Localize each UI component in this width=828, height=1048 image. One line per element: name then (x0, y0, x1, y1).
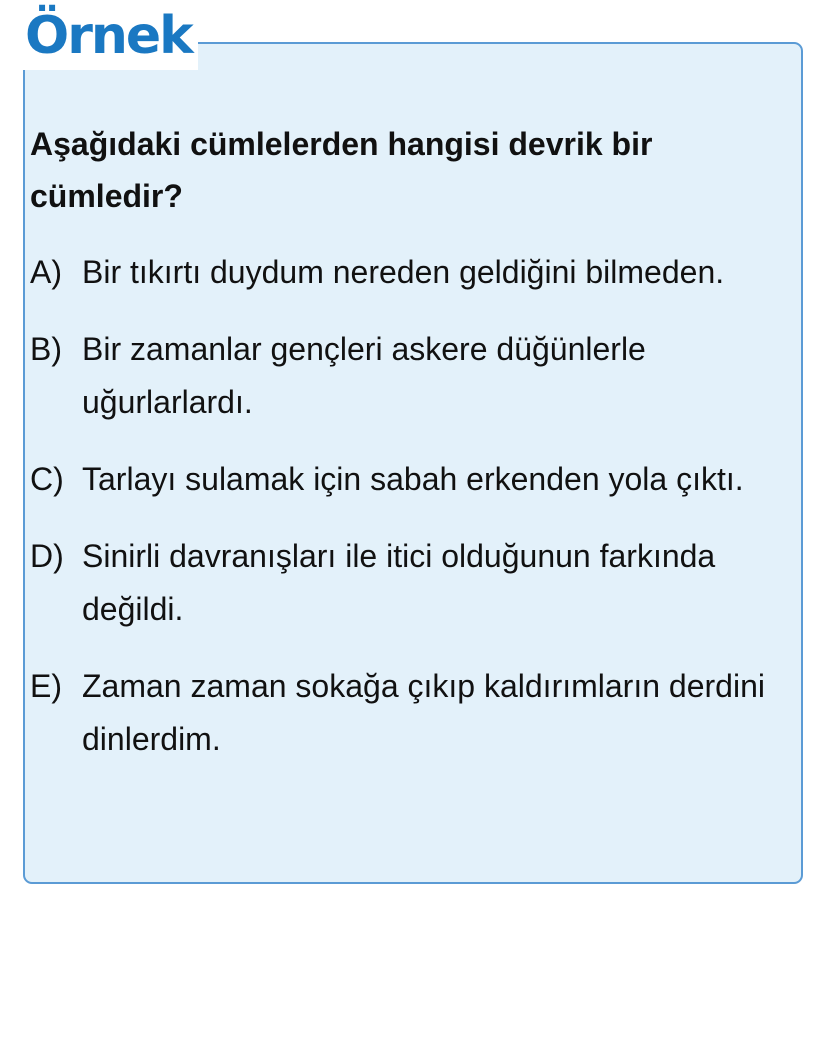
option-letter: E) (30, 668, 62, 704)
question-text: Aşağıdaki cümlelerden hangisi devrik bir cümledir? (30, 126, 653, 214)
option-d[interactable] (30, 530, 800, 636)
option-e[interactable] (30, 660, 800, 766)
option-text: Zaman zaman sokağa çıkıp kaldırımların derdini dinlerdim. (82, 668, 765, 757)
option-text: Bir zamanlar gençleri askere düğünlerle uğurlarlardı. (82, 331, 646, 420)
option-text: Tarlayı sulamak için sabah erkenden yola çıktı. (82, 461, 744, 497)
option-letter: D) (30, 538, 64, 574)
option-c[interactable] (30, 453, 800, 506)
option-text: Sinirli davranışları ile itici olduğunun farkında değildi. (82, 538, 716, 627)
option-letter: B) (30, 331, 62, 367)
example-title: Örnek (21, 2, 198, 70)
option-text: Bir tıkırtı duydum nereden geldiğini bilmeden. (82, 254, 725, 290)
option-a[interactable] (30, 246, 800, 299)
option-letter: A) (30, 254, 62, 290)
option-b[interactable] (30, 323, 800, 429)
option-letter: C) (30, 461, 64, 497)
answer-options (30, 246, 800, 790)
